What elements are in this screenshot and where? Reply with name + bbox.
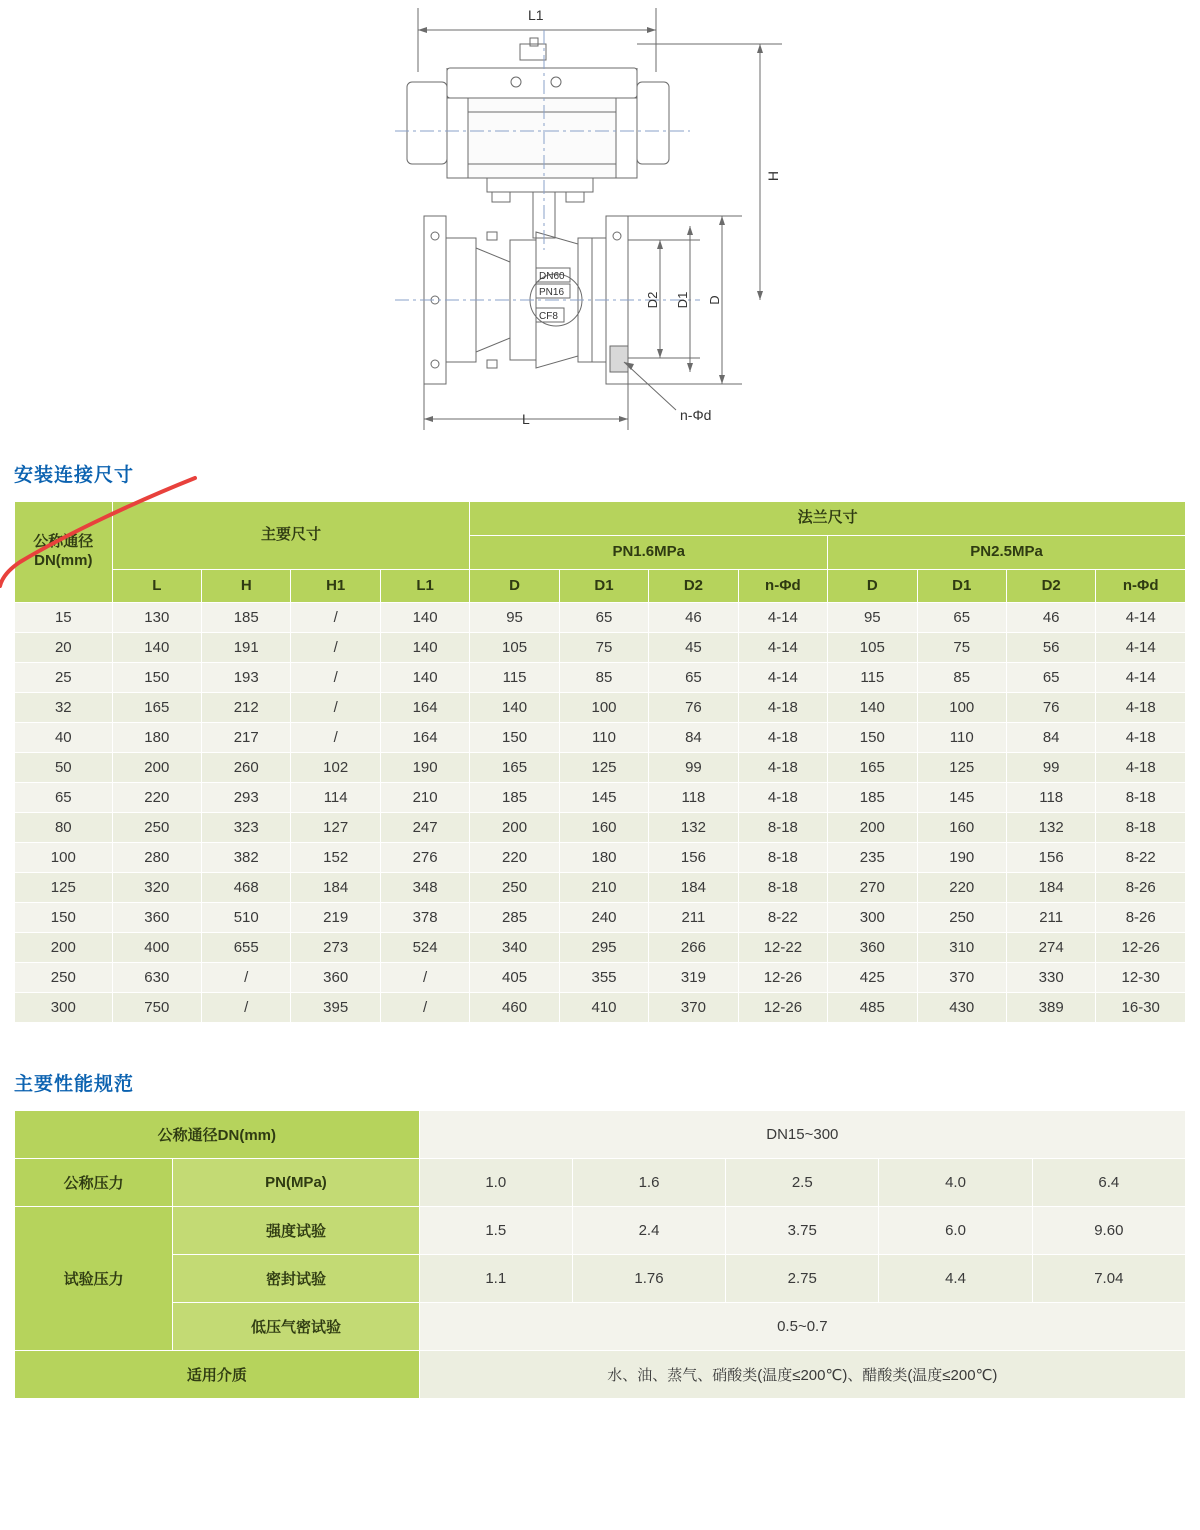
spec-label-pn: PN(MPa) xyxy=(173,1159,419,1207)
cell: 260 xyxy=(202,753,291,783)
spec-row-seal xyxy=(15,1255,1186,1303)
table-row xyxy=(15,723,1186,753)
cell: 210 xyxy=(380,783,469,813)
spec-label-lowpressure-test: 低压气密试验 xyxy=(173,1303,419,1351)
performance-section-title: 主要性能规范 xyxy=(14,1074,135,1096)
header-col-H: H xyxy=(202,569,291,603)
header-col-D2-16: D2 xyxy=(649,569,738,603)
cell: 127 xyxy=(291,813,380,843)
cell: 84 xyxy=(649,723,738,753)
cell: / xyxy=(202,963,291,993)
cell: 130 xyxy=(112,603,201,633)
cell: 212 xyxy=(202,693,291,723)
cell: 280 xyxy=(112,843,201,873)
cell: 250 xyxy=(917,903,1006,933)
cell: 750 xyxy=(112,993,201,1023)
cell: 382 xyxy=(202,843,291,873)
dimensions-table-body xyxy=(15,603,1186,1023)
cell: 8-18 xyxy=(738,843,827,873)
cell-dn: 25 xyxy=(15,663,113,693)
label-D: D xyxy=(707,295,722,305)
cell: 165 xyxy=(112,693,201,723)
cell: 76 xyxy=(649,693,738,723)
table-row xyxy=(15,903,1186,933)
table-row xyxy=(15,633,1186,663)
header-dn xyxy=(15,502,113,603)
cell: 12-26 xyxy=(1096,933,1186,963)
valve-technical-drawing xyxy=(0,0,1200,460)
cell: 105 xyxy=(828,633,917,663)
cell: 360 xyxy=(828,933,917,963)
cell: 510 xyxy=(202,903,291,933)
cell: 220 xyxy=(917,873,1006,903)
cell: 165 xyxy=(828,753,917,783)
cell: 273 xyxy=(291,933,380,963)
spec-label-seal-test: 密封试验 xyxy=(173,1255,419,1303)
cell: 319 xyxy=(649,963,738,993)
spec-row-strength xyxy=(15,1207,1186,1255)
header-col-D2-25: D2 xyxy=(1006,569,1095,603)
cell: 105 xyxy=(470,633,559,663)
cell: 110 xyxy=(917,723,1006,753)
cell: 193 xyxy=(202,663,291,693)
cell: 114 xyxy=(291,783,380,813)
cell: / xyxy=(380,963,469,993)
cell: 8-18 xyxy=(738,813,827,843)
cell: 200 xyxy=(470,813,559,843)
cell: 156 xyxy=(1006,843,1095,873)
cell: 4-14 xyxy=(1096,663,1186,693)
cell: 220 xyxy=(112,783,201,813)
header-col-nd-16: n-Φd xyxy=(738,569,827,603)
installation-dimensions-table xyxy=(14,501,1186,1023)
cell: / xyxy=(291,663,380,693)
cell-dn: 100 xyxy=(15,843,113,873)
cell: 430 xyxy=(917,993,1006,1023)
cell: 140 xyxy=(470,693,559,723)
cell: 8-22 xyxy=(1096,843,1186,873)
cell: 355 xyxy=(559,963,648,993)
cell: 4-18 xyxy=(738,723,827,753)
table-row xyxy=(15,753,1186,783)
table-header-row-1 xyxy=(15,502,1186,536)
cell-dn: 15 xyxy=(15,603,113,633)
cell: 140 xyxy=(380,603,469,633)
cell: / xyxy=(380,993,469,1023)
cell: 630 xyxy=(112,963,201,993)
cell: 95 xyxy=(470,603,559,633)
cell: 8-18 xyxy=(1096,813,1186,843)
cell-dn: 40 xyxy=(15,723,113,753)
label-dn60: DN60 xyxy=(539,271,565,282)
cell: 8-22 xyxy=(738,903,827,933)
spec-strength-value: 6.0 xyxy=(879,1207,1032,1255)
cell: 115 xyxy=(470,663,559,693)
table-row xyxy=(15,663,1186,693)
cell: 95 xyxy=(828,603,917,633)
cell: 340 xyxy=(470,933,559,963)
header-dn-line2: DN(mm) xyxy=(34,552,93,570)
table-row xyxy=(15,993,1186,1023)
cell: 211 xyxy=(1006,903,1095,933)
label-n-phi-d: n-Φd xyxy=(680,407,712,423)
spec-label-nominal-pressure: 公称压力 xyxy=(15,1159,173,1207)
cell: 217 xyxy=(202,723,291,753)
cell: 4-14 xyxy=(738,603,827,633)
cell: 65 xyxy=(649,663,738,693)
cell: 330 xyxy=(1006,963,1095,993)
cell: 460 xyxy=(470,993,559,1023)
cell-dn: 300 xyxy=(15,993,113,1023)
header-main-dimensions: 主要尺寸 xyxy=(112,502,470,570)
spec-seal-value: 4.4 xyxy=(879,1255,1032,1303)
spec-seal-value: 7.04 xyxy=(1032,1255,1185,1303)
cell: 4-18 xyxy=(738,693,827,723)
label-pn16: PN16 xyxy=(539,287,565,298)
cell: 184 xyxy=(649,873,738,903)
cell: 164 xyxy=(380,723,469,753)
cell: 4-14 xyxy=(1096,633,1186,663)
spec-strength-value: 3.75 xyxy=(726,1207,879,1255)
spec-pn-value: 1.0 xyxy=(419,1159,572,1207)
cell: 4-18 xyxy=(1096,693,1186,723)
cell: 184 xyxy=(1006,873,1095,903)
table-header-row-3 xyxy=(15,569,1186,603)
label-L: L xyxy=(522,411,530,427)
header-col-D1-16: D1 xyxy=(559,569,648,603)
cell: 240 xyxy=(559,903,648,933)
cell: 140 xyxy=(380,663,469,693)
cell: 16-30 xyxy=(1096,993,1186,1023)
cell: 395 xyxy=(291,993,380,1023)
cell: 100 xyxy=(917,693,1006,723)
cell: 56 xyxy=(1006,633,1095,663)
header-flange-dimensions: 法兰尺寸 xyxy=(470,502,1186,536)
cell: 190 xyxy=(917,843,1006,873)
cell: / xyxy=(291,723,380,753)
cell: 75 xyxy=(559,633,648,663)
cell: 180 xyxy=(559,843,648,873)
cell: / xyxy=(291,693,380,723)
cell: 165 xyxy=(470,753,559,783)
spec-seal-value: 2.75 xyxy=(726,1255,879,1303)
cell: / xyxy=(291,633,380,663)
cell-dn: 65 xyxy=(15,783,113,813)
cell: 160 xyxy=(559,813,648,843)
header-col-D1-25: D1 xyxy=(917,569,1006,603)
spec-strength-value: 2.4 xyxy=(572,1207,725,1255)
cell: 152 xyxy=(291,843,380,873)
spec-strength-value: 1.5 xyxy=(419,1207,572,1255)
cell: 360 xyxy=(291,963,380,993)
cell: 140 xyxy=(112,633,201,663)
cell: 185 xyxy=(470,783,559,813)
cell: 425 xyxy=(828,963,917,993)
cell: 45 xyxy=(649,633,738,663)
cell: 180 xyxy=(112,723,201,753)
cell: / xyxy=(291,603,380,633)
cell: 140 xyxy=(828,693,917,723)
label-D2: D2 xyxy=(645,291,660,309)
cell: 190 xyxy=(380,753,469,783)
spec-seal-value: 1.76 xyxy=(572,1255,725,1303)
cell: 300 xyxy=(828,903,917,933)
cell: 389 xyxy=(1006,993,1095,1023)
cell: 210 xyxy=(559,873,648,903)
spec-label-medium: 适用介质 xyxy=(15,1351,420,1399)
table-row xyxy=(15,783,1186,813)
cell: 235 xyxy=(828,843,917,873)
header-dn-line1: 公称通径 xyxy=(33,533,94,551)
cell: 12-30 xyxy=(1096,963,1186,993)
spec-pn-value: 2.5 xyxy=(726,1159,879,1207)
cell: 85 xyxy=(559,663,648,693)
cell: 110 xyxy=(559,723,648,753)
cell: 4-14 xyxy=(1096,603,1186,633)
cell: 8-26 xyxy=(1096,903,1186,933)
spec-pn-value: 6.4 xyxy=(1032,1159,1185,1207)
label-L1: L1 xyxy=(528,7,544,23)
cell: 370 xyxy=(917,963,1006,993)
cell: 524 xyxy=(380,933,469,963)
spec-label-strength-test: 强度试验 xyxy=(173,1207,419,1255)
cell: 156 xyxy=(649,843,738,873)
cell: 191 xyxy=(202,633,291,663)
header-col-L: L xyxy=(112,569,201,603)
spec-medium-value: 水、油、蒸气、硝酸类(温度≤200℃)、醋酸类(温度≤200℃) xyxy=(419,1351,1185,1399)
cell: 200 xyxy=(112,753,201,783)
header-col-D-16: D xyxy=(470,569,559,603)
cell-dn: 125 xyxy=(15,873,113,903)
cell: 295 xyxy=(559,933,648,963)
cell-dn: 200 xyxy=(15,933,113,963)
cell: 160 xyxy=(917,813,1006,843)
cell: 405 xyxy=(470,963,559,993)
cell: 102 xyxy=(291,753,380,783)
cell: 468 xyxy=(202,873,291,903)
cell: 410 xyxy=(559,993,648,1023)
dimensions-section-title: 安装连接尺寸 xyxy=(14,465,135,486)
spec-seal-value: 1.1 xyxy=(419,1255,572,1303)
cell: 185 xyxy=(828,783,917,813)
cell: 75 xyxy=(917,633,1006,663)
header-pn25: PN2.5MPa xyxy=(828,535,1186,569)
cell-dn: 20 xyxy=(15,633,113,663)
cell-dn: 50 xyxy=(15,753,113,783)
cell: 4-18 xyxy=(1096,753,1186,783)
table-row xyxy=(15,873,1186,903)
cell: 219 xyxy=(291,903,380,933)
cell: 118 xyxy=(1006,783,1095,813)
spec-row-dn xyxy=(15,1111,1186,1159)
spec-pn-value: 1.6 xyxy=(572,1159,725,1207)
cell: 4-14 xyxy=(738,663,827,693)
cell: 370 xyxy=(649,993,738,1023)
table-row xyxy=(15,963,1186,993)
cell: 145 xyxy=(559,783,648,813)
header-pn16: PN1.6MPa xyxy=(470,535,828,569)
cell: 8-18 xyxy=(738,873,827,903)
cell: 12-26 xyxy=(738,963,827,993)
cell: 655 xyxy=(202,933,291,963)
table-row xyxy=(15,693,1186,723)
cell: 65 xyxy=(1006,663,1095,693)
cell: 276 xyxy=(380,843,469,873)
spec-pn-value: 4.0 xyxy=(879,1159,1032,1207)
label-D1: D1 xyxy=(675,291,690,309)
cell: 270 xyxy=(828,873,917,903)
cell: 84 xyxy=(1006,723,1095,753)
performance-specification-table xyxy=(14,1110,1186,1399)
cell: 293 xyxy=(202,783,291,813)
cell: 125 xyxy=(917,753,1006,783)
table-row xyxy=(15,603,1186,633)
cell: 4-18 xyxy=(1096,723,1186,753)
cell: 184 xyxy=(291,873,380,903)
cell: 485 xyxy=(828,993,917,1023)
spec-label-test-pressure: 试验压力 xyxy=(15,1207,173,1351)
cell: 46 xyxy=(649,603,738,633)
spec-label-dn: 公称通径DN(mm) xyxy=(15,1111,420,1159)
cell: 200 xyxy=(828,813,917,843)
label-H: H xyxy=(765,170,781,182)
cell: 140 xyxy=(380,633,469,663)
cell: 99 xyxy=(649,753,738,783)
table-row xyxy=(15,843,1186,873)
cell: 85 xyxy=(917,663,1006,693)
cell-dn: 250 xyxy=(15,963,113,993)
cell: 76 xyxy=(1006,693,1095,723)
cell: 150 xyxy=(112,663,201,693)
cell: 125 xyxy=(559,753,648,783)
spec-strength-value: 9.60 xyxy=(1032,1207,1185,1255)
cell: 8-18 xyxy=(1096,783,1186,813)
valve-drawing-svg xyxy=(0,0,1200,460)
cell: 145 xyxy=(917,783,1006,813)
header-col-H1: H1 xyxy=(291,569,380,603)
cell: 46 xyxy=(1006,603,1095,633)
label-cf8: CF8 xyxy=(539,311,558,322)
cell: 211 xyxy=(649,903,738,933)
cell: 4-18 xyxy=(738,783,827,813)
cell: 4-14 xyxy=(738,633,827,663)
cell: 132 xyxy=(649,813,738,843)
cell: 274 xyxy=(1006,933,1095,963)
cell: 4-18 xyxy=(738,753,827,783)
header-col-L1: L1 xyxy=(380,569,469,603)
header-col-D-25: D xyxy=(828,569,917,603)
cell: 310 xyxy=(917,933,1006,963)
cell: 220 xyxy=(470,843,559,873)
cell: 247 xyxy=(380,813,469,843)
spec-lowpressure-value: 0.5~0.7 xyxy=(419,1303,1185,1351)
cell: 400 xyxy=(112,933,201,963)
cell: 250 xyxy=(470,873,559,903)
cell: 266 xyxy=(649,933,738,963)
cell: 65 xyxy=(917,603,1006,633)
cell: 150 xyxy=(828,723,917,753)
cell: 99 xyxy=(1006,753,1095,783)
cell: 12-26 xyxy=(738,993,827,1023)
cell: 115 xyxy=(828,663,917,693)
spec-row-medium xyxy=(15,1351,1186,1399)
cell: 118 xyxy=(649,783,738,813)
cell-dn: 32 xyxy=(15,693,113,723)
cell: 378 xyxy=(380,903,469,933)
cell: 100 xyxy=(559,693,648,723)
cell: 320 xyxy=(112,873,201,903)
cell-dn: 80 xyxy=(15,813,113,843)
table-row xyxy=(15,813,1186,843)
spec-row-lowpressure xyxy=(15,1303,1186,1351)
cell: 348 xyxy=(380,873,469,903)
cell: 150 xyxy=(470,723,559,753)
cell: 12-22 xyxy=(738,933,827,963)
table-row xyxy=(15,933,1186,963)
cell: 250 xyxy=(112,813,201,843)
spec-value-dn: DN15~300 xyxy=(419,1111,1185,1159)
cell: 323 xyxy=(202,813,291,843)
cell: 8-26 xyxy=(1096,873,1186,903)
spec-row-pn xyxy=(15,1159,1186,1207)
cell: 360 xyxy=(112,903,201,933)
cell: 285 xyxy=(470,903,559,933)
cell: / xyxy=(202,993,291,1023)
cell: 132 xyxy=(1006,813,1095,843)
cell: 185 xyxy=(202,603,291,633)
cell-dn: 150 xyxy=(15,903,113,933)
header-col-nd-25: n-Φd xyxy=(1096,569,1186,603)
cell: 65 xyxy=(559,603,648,633)
cell: 164 xyxy=(380,693,469,723)
